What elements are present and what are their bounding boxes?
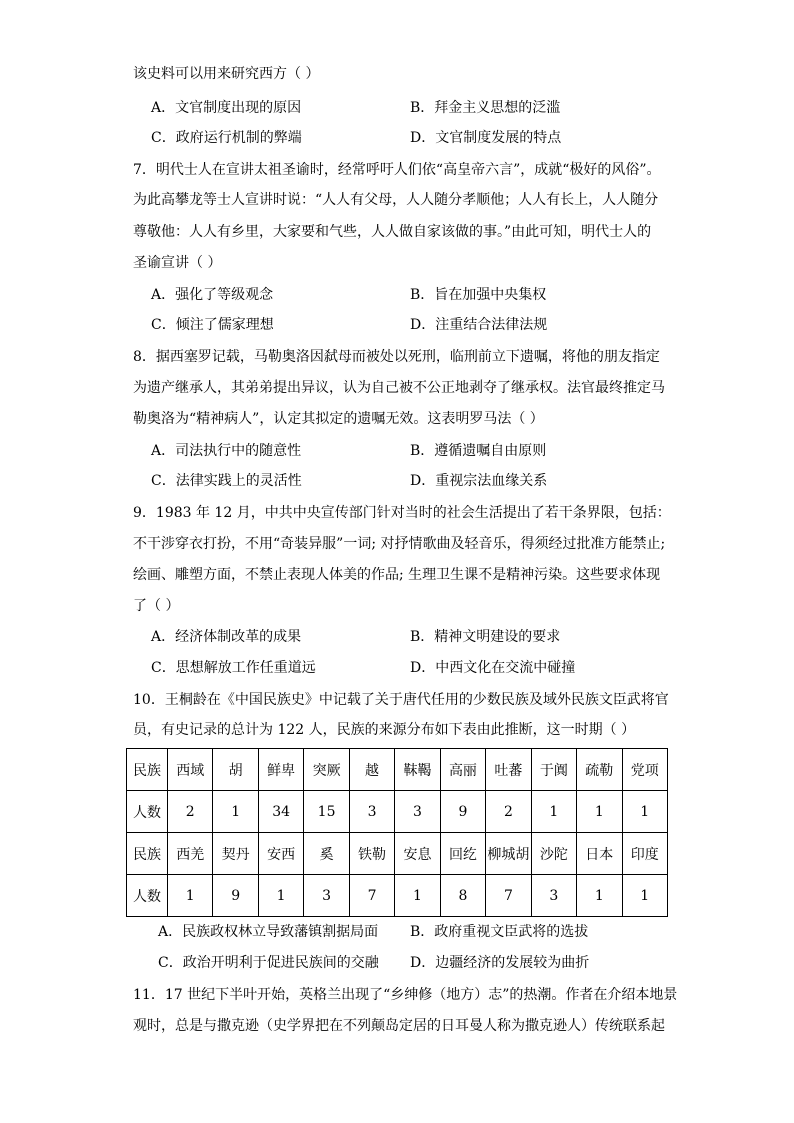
table-cell: 3	[349, 791, 394, 833]
table-cell: 8	[440, 875, 485, 917]
q10-stem-line-1: 10．王桐龄在《中国民族史》中记载了关于唐代任用的少数民族及域外民族文臣武将官	[133, 692, 669, 708]
q10-option-c: C．政治开明利于促进民族间的交融	[158, 955, 379, 971]
q9-stem-line-2: 不干涉穿衣打扮，不用“奇装异服”一词; 对抒情歌曲及轻音乐，得须经过批准方能禁止;	[133, 536, 666, 552]
q10-option-a: A．民族政权林立导致藩镇割据局面	[158, 924, 379, 940]
q8-option-a: A．司法执行中的随意性	[151, 443, 302, 459]
q9-stem-line-4: 了（ ）	[133, 598, 180, 614]
q9-stem-line-3: 绘画、雕塑方面，不禁止表现人体美的作品; 生理卫生课不是精神污染。这些要求体现	[133, 567, 661, 583]
table-cell: 7	[349, 875, 394, 917]
table-cell: 9	[440, 791, 485, 833]
table-row	[127, 749, 668, 791]
table-cell: 1	[622, 875, 667, 917]
table-cell: 于阗	[531, 749, 576, 791]
table-cell: 鲜卑	[258, 749, 303, 791]
table-cell: 疏勒	[577, 749, 622, 791]
table-cell: 日本	[577, 833, 622, 875]
table-cell: 高丽	[440, 749, 485, 791]
table-cell: 3	[304, 875, 349, 917]
table-cell: 柳城胡	[486, 833, 531, 875]
q7-option-c: C．倾注了儒家理想	[151, 317, 274, 333]
table-cell: 西羌	[168, 833, 213, 875]
q7-option-d: D．注重结合法律法规	[410, 317, 548, 333]
table-header-cell: 民族	[127, 833, 168, 875]
table-cell: 9	[213, 875, 258, 917]
q7-stem-line-4: 圣谕宣讲（ ）	[133, 255, 222, 271]
ethnic-distribution-table	[126, 748, 668, 917]
q10-option-b: B．政府重视文臣武将的选拔	[410, 924, 589, 940]
table-header-cell: 民族	[127, 749, 168, 791]
table-cell: 15	[304, 791, 349, 833]
table-row	[127, 791, 668, 833]
table-cell: 印度	[622, 833, 667, 875]
q10-option-d: D．边疆经济的发展较为曲折	[410, 955, 590, 971]
table-cell: 党项	[622, 749, 667, 791]
q8-option-b: B．遵循遗嘱自由原则	[410, 443, 547, 459]
table-cell: 安西	[258, 833, 303, 875]
q11-stem-line-1: 11．17 世纪下半叶开始，英格兰出现了“乡绅修（地方）志”的热潮。作者在介绍本地景	[133, 987, 678, 1003]
q8-stem-line-2: 为遗产继承人，其弟弟提出异议，认为自己被不公正地剥夺了继承权。法官最终推定马	[133, 380, 665, 396]
q6-option-d: D．文官制度发展的特点	[410, 130, 562, 146]
table-cell: 2	[486, 791, 531, 833]
table-cell: 突厥	[304, 749, 349, 791]
table-cell: 奚	[304, 833, 349, 875]
table-row	[127, 833, 668, 875]
table-cell: 1	[577, 875, 622, 917]
table-cell: 7	[486, 875, 531, 917]
table-cell: 1	[213, 791, 258, 833]
q7-stem-line-2: 为此高攀龙等士人宣讲时说：“人人有父母，人人随分孝顺他；人人有长上，人人随分	[133, 192, 659, 208]
table-cell: 1	[258, 875, 303, 917]
table-cell: 越	[349, 749, 394, 791]
table-cell: 安息	[395, 833, 440, 875]
q8-option-d: D．重视宗法血缘关系	[410, 473, 548, 489]
table-header-cell: 人数	[127, 791, 168, 833]
table-cell: 沙陀	[531, 833, 576, 875]
table-header-cell: 人数	[127, 875, 168, 917]
table-cell: 1	[395, 875, 440, 917]
q6-option-c: C．政府运行机制的弊端	[151, 130, 302, 146]
q10-stem-line-2: 员，有史记录的总计为 122 人，民族的来源分布如下表由此推断，这一时期（ ）	[133, 722, 636, 738]
q7-option-b: B．旨在加强中央集权	[410, 287, 547, 303]
q6-option-a: A．文官制度出现的原因	[151, 100, 302, 116]
q9-option-d: D．中西文化在交流中碰撞	[410, 660, 576, 676]
table-cell: 靺鞨	[395, 749, 440, 791]
q9-stem-line-1: 9．1983 年 12 月，中共中央宣传部门针对当时的社会生活提出了若干条界限，包括：	[133, 505, 671, 521]
table-cell: 吐蕃	[486, 749, 531, 791]
q7-stem-line-1: 7．明代士人在宣讲太祖圣谕时，经常呼吁人们依“高皇帝六言”，成就“极好的风俗”。	[133, 162, 661, 178]
q8-option-c: C．法律实践上的灵活性	[151, 473, 302, 489]
q7-option-a: A．强化了等级观念	[151, 287, 274, 303]
table-cell: 1	[622, 791, 667, 833]
q8-stem-line-3: 勒奥洛为“精神病人”，认定其拟定的遗嘱无效。这表明罗马法（ ）	[133, 411, 544, 427]
q11-stem-line-2: 观时，总是与撒克逊（史学界把在不列颠岛定居的日耳曼人称为撒克逊人）传统联系起	[133, 1018, 665, 1034]
q6-option-b: B．拜金主义思想的泛滥	[410, 100, 561, 116]
q8-stem-line-1: 8．据西塞罗记载，马勒奥洛因弑母而被处以死刑，临刑前立下遗嘱，将他的朋友指定	[133, 349, 660, 365]
q9-option-c: C．思想解放工作任重道远	[151, 660, 316, 676]
table-cell: 3	[395, 791, 440, 833]
table-cell: 2	[168, 791, 213, 833]
q9-option-b: B．精神文明建设的要求	[410, 629, 561, 645]
table-cell: 回纥	[440, 833, 485, 875]
table-cell: 34	[258, 791, 303, 833]
table-cell: 胡	[213, 749, 258, 791]
q9-option-a: A．经济体制改革的成果	[151, 629, 302, 645]
table-cell: 西域	[168, 749, 213, 791]
table-cell: 1	[531, 791, 576, 833]
table-cell: 契丹	[213, 833, 258, 875]
table-row	[127, 875, 668, 917]
table-cell: 1	[168, 875, 213, 917]
table-cell: 1	[577, 791, 622, 833]
q6-stem-tail: 该史料可以用来研究西方（ ）	[133, 66, 320, 82]
table-cell: 铁勒	[349, 833, 394, 875]
table-cell: 3	[531, 875, 576, 917]
q7-stem-line-3: 尊敬他：人人有乡里，大家要和气些，人人做自家该做的事。”由此可知，明代士人的	[133, 224, 652, 240]
